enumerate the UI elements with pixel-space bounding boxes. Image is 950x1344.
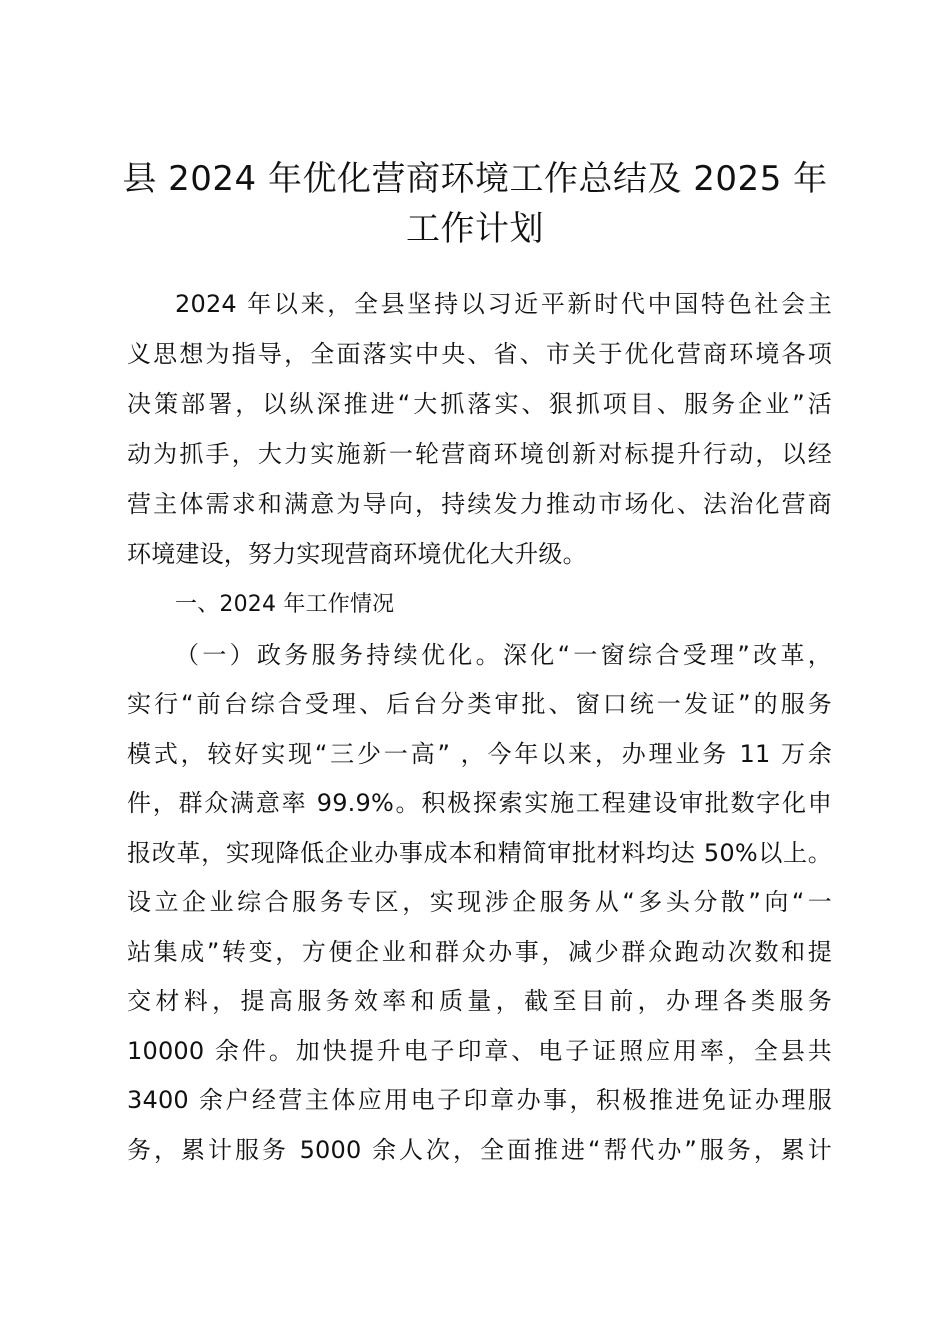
intro-paragraph-line: 决策部署，以纵深推进“大抓落实、狠抓项目、服务企业”活 — [127, 390, 832, 418]
section-heading: 一、2024 年工作情况 — [175, 592, 395, 617]
section-paragraph-line: 10000 余件。加快提升电子印章、电子证照应用率，全县共 — [127, 1037, 832, 1065]
section-paragraph-line: 务，累计服务 5000 余人次，全面推进“帮代办”服务，累计 — [127, 1136, 832, 1164]
intro-paragraph-line: 环境建设，努力实现营商环境优化大升级。 — [127, 540, 587, 568]
section-paragraph-line: 实行“前台综合受理、后台分类审批、窗口统一发证”的服务 — [127, 690, 832, 718]
section-paragraph-line: 交材料，提高服务效率和质量，截至目前，办理各类服务 — [127, 987, 832, 1015]
document-title-line-1: 县 2024 年优化营商环境工作总结及 2025 年 — [122, 159, 828, 199]
intro-paragraph-line: 2024 年以来，全县坚持以习近平新时代中国特色社会主 — [175, 290, 832, 318]
section-paragraph-line: 站集成”转变，方便企业和群众办事，减少群众跑动次数和提 — [127, 938, 832, 966]
intro-paragraph-line: 动为抓手，大力实施新一轮营商环境创新对标提升行动，以经 — [127, 440, 832, 468]
section-paragraph-line: 件，群众满意率 99.9%。积极探索实施工程建设审批数字化申 — [127, 789, 832, 817]
section-paragraph-line: （一）政务服务持续优化。深化“一窗综合受理”改革， — [175, 641, 832, 669]
intro-paragraph-line: 义思想为指导，全面落实中央、省、市关于优化营商环境各项 — [127, 340, 832, 368]
section-paragraph-line: 3400 余户经营主体应用电子印章办事，积极推进免证办理服 — [127, 1086, 832, 1114]
section-paragraph-line: 模式，较好实现“三少一高” ，今年以来，办理业务 11 万余 — [127, 740, 832, 768]
intro-paragraph-line: 营主体需求和满意为导向，持续发力推动市场化、法治化营商 — [127, 490, 832, 518]
section-paragraph-line: 设立企业综合服务专区，实现涉企服务从“多头分散”向“一 — [127, 888, 832, 916]
section-paragraph-line: 报改革，实现降低企业办事成本和精简审批材料均达 50%以上。 — [127, 839, 832, 867]
document-title-line-2: 工作计划 — [406, 209, 544, 249]
